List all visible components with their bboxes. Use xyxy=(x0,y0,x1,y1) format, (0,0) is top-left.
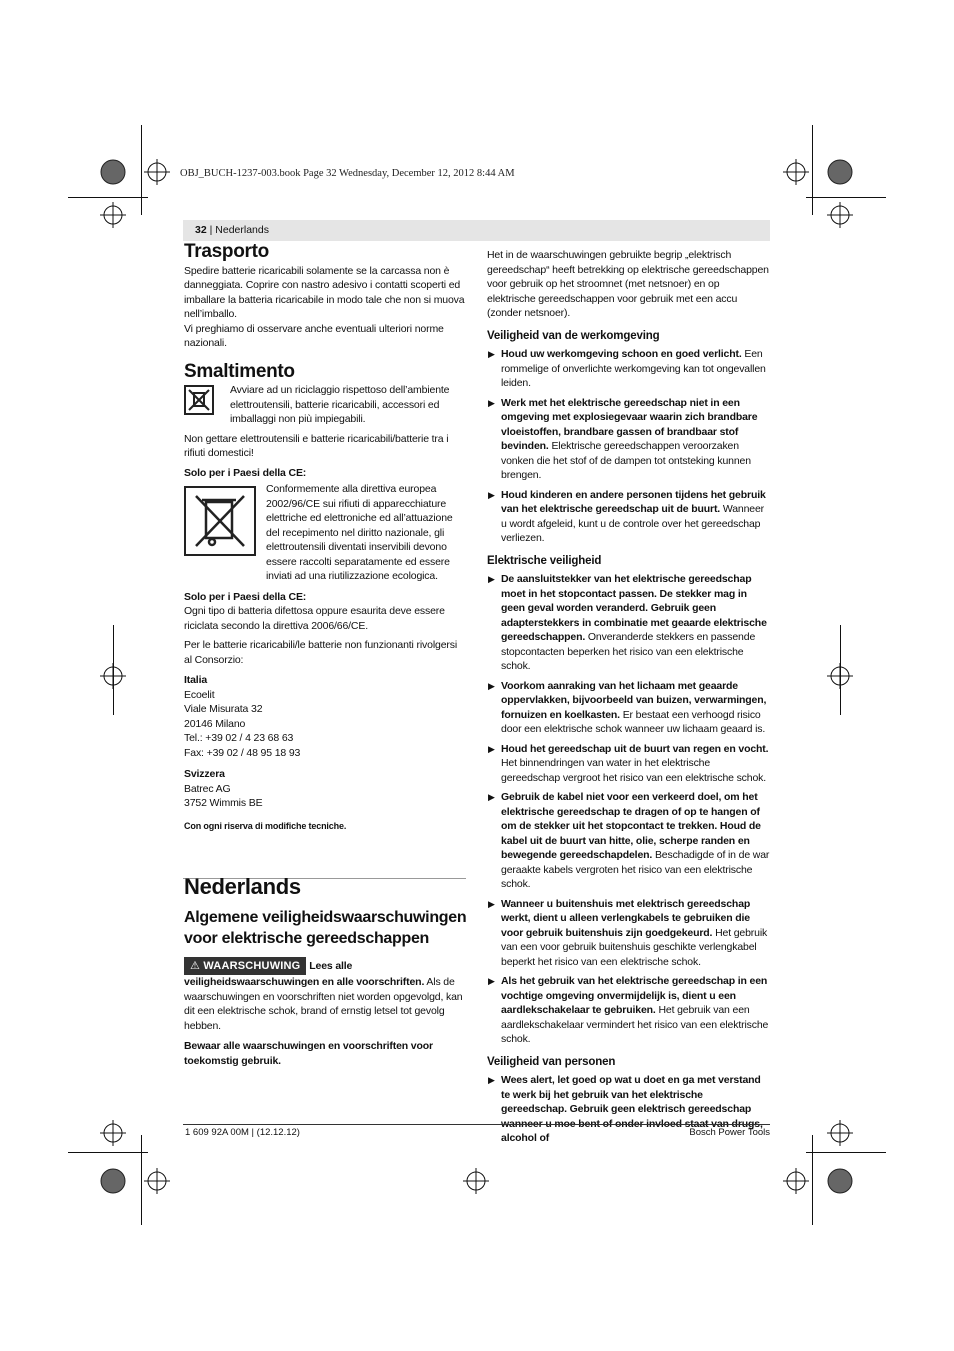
safety-item-bold: Wanneer u buitenshuis met elektrisch gereedschap werkt, dient u alleen verlengkabels te gebruiken die voor gebruik buitenshuis zijn goedgekeurd. xyxy=(501,897,751,939)
safety-item-text: Een rommelige of onverlichte werkomgeving kan tot ongevallen leiden. xyxy=(501,348,766,389)
page-header: 32 | Nederlands xyxy=(183,220,770,241)
bullet-arrow-icon: ▶ xyxy=(488,680,495,691)
safety-item-bold: Houd uw werkomgeving schoon en goed verlicht. xyxy=(501,348,742,360)
safety-item-bold: De aansluitstekker van het elektrische gereedschap moet in het stopcontact passen. De stekker mag in geen geval worden veranderd. Gebruik geen adapterstekkers in combinatie met geaarde elektrische gereedschappen. xyxy=(501,573,767,643)
right-column xyxy=(487,248,770,1151)
safety-item-bold: Werk met het elektrische gereedschap niet in een omgeving met explosiegevaar waarin zich brandbare vloeistoffen, brandbare gassen of brandbaar stof bevinden. xyxy=(501,396,758,452)
footer-rule xyxy=(183,1124,770,1125)
trasporto-text-2: Vi preghiamo di osservare anche eventuali ulteriori norme nazionali. xyxy=(184,322,444,349)
crossed-bin-icon xyxy=(184,486,256,556)
safety-item xyxy=(487,347,770,391)
safety-item xyxy=(487,742,770,786)
page-number: 32 xyxy=(195,224,207,236)
consorzio-text: Per le batterie ricaricabili/le batterie non funzionanti rivolgersi al Consorzio: xyxy=(184,639,458,666)
footer-doc-number: 1 609 92A 00M | (12.12.12) xyxy=(185,1127,300,1138)
smaltimento-text-2: Non gettare elettroutensili e batterie ricaricabili/batterie tra i rifiuti domestici! xyxy=(184,432,449,459)
left-column xyxy=(184,241,467,833)
section-title: Veiligheid van de werkomgeving xyxy=(487,329,660,342)
reserve-note: Con ogni riserva di modifiche tecniche. xyxy=(184,820,347,831)
keep-instructions: Bewaar alle waarschuwingen en voorschriften voor toekomstig gebruik. xyxy=(184,1040,433,1067)
safety-item-bold: Gebruik de kabel niet voor een verkeerd doel, om het elektrische gereedschap te dragen of op te hangen of om de stekker uit het stopcontact te trekken. Houd de kabel uit de buurt van hitte, olie, scherpe randen en bewegende gereedschapdelen. xyxy=(501,791,761,861)
safety-item xyxy=(487,488,770,546)
weee-block xyxy=(184,482,467,584)
intro-text: Het in de waarschuwingen gebruikte begrip „elektrisch gereedschap“ heeft betrekking op elektrische gereedschappen voor gebruik op het stroomnet (met netsnoer) en op elektrische gereedschappen voor gebruik met een accu (zonder netsnoer). xyxy=(487,249,769,319)
safety-subtitle: Algemene veiligheidswaarschuwingen voor elektrische gereedschappen xyxy=(184,908,467,947)
safety-item-text: Het gebruik van een aardlekschakelaar vermindert het risico van een elektrische schok. xyxy=(501,1004,769,1045)
address-italia: Italia Ecoelit Viale Misurata 32 20146 Milano Tel.: +39 02 / 4 23 68 63 Fax: +39 02 / 48 95 18 93 xyxy=(184,674,301,759)
warning-bold: Lees alle veiligheidswaarschuwingen en alle voorschriften. xyxy=(184,959,425,988)
bullet-arrow-icon: ▶ xyxy=(488,489,495,500)
warning-triangle-icon: ⚠ xyxy=(190,959,201,972)
safety-item-bold: Voorkom aanraking van het lichaam met geaarde oppervlakken, bijvoorbeeld van buizen, verwarmingen, fornuizen en koelkasten. xyxy=(501,679,767,721)
print-info: OBJ_BUCH-1237-003.book Page 32 Wednesday, December 12, 2012 8:44 AM xyxy=(180,168,515,179)
recycling-icon xyxy=(184,385,214,415)
bullet-arrow-icon: ▶ xyxy=(488,349,495,359)
recycling-block xyxy=(184,383,467,427)
safety-item-text: Beschadigde of in de war geraakte kabels vergroten het risico van een elektrische schok. xyxy=(501,849,770,890)
smaltimento-title: Smaltimento xyxy=(184,360,295,382)
safety-item-bold: Als het gebruik van het elektrische gereedschap in een vochtige omgeving onvermijdelijk is, dient u een aardlekschakelaar te gebruiken. xyxy=(501,975,768,1016)
nederlands-block xyxy=(184,874,467,1073)
safety-item-text: Er bestaat een verhoogd risico door een elektrische schok wanneer uw lichaam geaard is. xyxy=(501,708,766,735)
ce2-heading: Solo per i Paesi della CE: xyxy=(184,590,307,603)
header-section: Nederlands xyxy=(215,224,269,236)
safety-item-text: Het binnendringen van water in het elektrische gereedschap vergroot het risico van een elektrische schok. xyxy=(501,757,767,784)
bullet-arrow-icon: ▶ xyxy=(488,898,495,909)
safety-item xyxy=(487,790,770,892)
right-sections xyxy=(487,329,770,1146)
safety-item-text: Het gebruik van een voor gebruik buitenshuis geschikte verlengkabel beperkt het risico van een elektrische schok. xyxy=(501,926,768,968)
smaltimento-text-1: Avviare ad un riciclaggio rispettoso dell’ambiente elettroutensili, batterie ricaricabili, accessori ed imballaggi non più impiegabili. xyxy=(230,384,450,425)
ce1-heading: Solo per i Paesi della CE: xyxy=(184,466,307,479)
warning-block xyxy=(184,957,467,1034)
section-title: Veiligheid van personen xyxy=(487,1055,616,1068)
safety-item-text: Onveranderde stekkers en passende stopcontacten beperken het risico van een elektrische schok. xyxy=(501,631,756,672)
trasporto-title: Trasporto xyxy=(184,241,269,262)
safety-item-text: Wanneer u wordt afgeleid, kunt u de controle over het gereedschap verliezen. xyxy=(501,503,765,544)
safety-item-text: Elektrische gereedschappen veroorzaken vonken die het stof of de dampen tot ontsteking kunnen brengen. xyxy=(501,440,751,481)
ce1-text: Conformemente alla direttiva europea 2002/96/CE sui rifiuti di apparecchiature elettriche ed elettroniche ed all’attuazione del recepimento nel diritto nazionale, gli elettroutensili diventati inservibili devono essere raccolti separatamente ed essere inviati ad una riutilizzazione ecologica. xyxy=(266,483,453,582)
safety-item xyxy=(487,679,770,737)
warning-text: Als de waarschuwingen en voorschriften niet worden opgevolgd, kan dit een elektrische schok, brand of ernstig letsel tot gevolg hebben. xyxy=(184,976,463,1032)
bullet-arrow-icon: ▶ xyxy=(488,574,495,584)
ce2-text: Ogni tipo di batteria difettosa oppure esaurita deve essere riciclata secondo la direttiva 2006/66/CE. xyxy=(184,605,445,632)
safety-item-bold: Wees alert, let goed op wat u doet en ga met verstand te werk bij het gebruik van het elektrische gereedschap. Gebruik geen elektrisch gereedschap wanneer u moe bent of onder invloed staat van drugs, alcohol of xyxy=(501,1074,763,1144)
address-svizzera: Svizzera Batrec AG 3752 Wimmis BE xyxy=(184,768,263,809)
safety-item xyxy=(487,974,770,1047)
warning-badge: ⚠ WAARSCHUWING xyxy=(184,957,306,976)
safety-item-bold: Houd het gereedschap uit de buurt van regen en vocht. xyxy=(501,742,769,755)
footer-brand: Bosch Power Tools xyxy=(689,1127,770,1138)
bullet-arrow-icon: ▶ xyxy=(488,1075,495,1085)
nederlands-title: Nederlands xyxy=(184,874,301,899)
safety-item-bold: Houd kinderen en andere personen tijdens het gebruik van het elektrische gereedschap uit de buurt. xyxy=(501,488,766,515)
section-title: Elektrische veiligheid xyxy=(487,554,602,567)
bullet-arrow-icon: ▶ xyxy=(488,397,495,408)
trasporto-text-1: Spedire batterie ricaricabili solamente se la carcassa non è danneggiata. Coprire con nastro adesivo i contatti scoperti ed imballare la batteria ricaricabile in modo tale che non si muova nell’imballo. xyxy=(184,264,465,320)
safety-item xyxy=(487,396,770,483)
bullet-arrow-icon: ▶ xyxy=(488,976,495,986)
bullet-arrow-icon: ▶ xyxy=(488,743,495,754)
bullet-arrow-icon: ▶ xyxy=(488,792,495,802)
safety-item xyxy=(487,897,770,970)
safety-item xyxy=(487,572,770,674)
